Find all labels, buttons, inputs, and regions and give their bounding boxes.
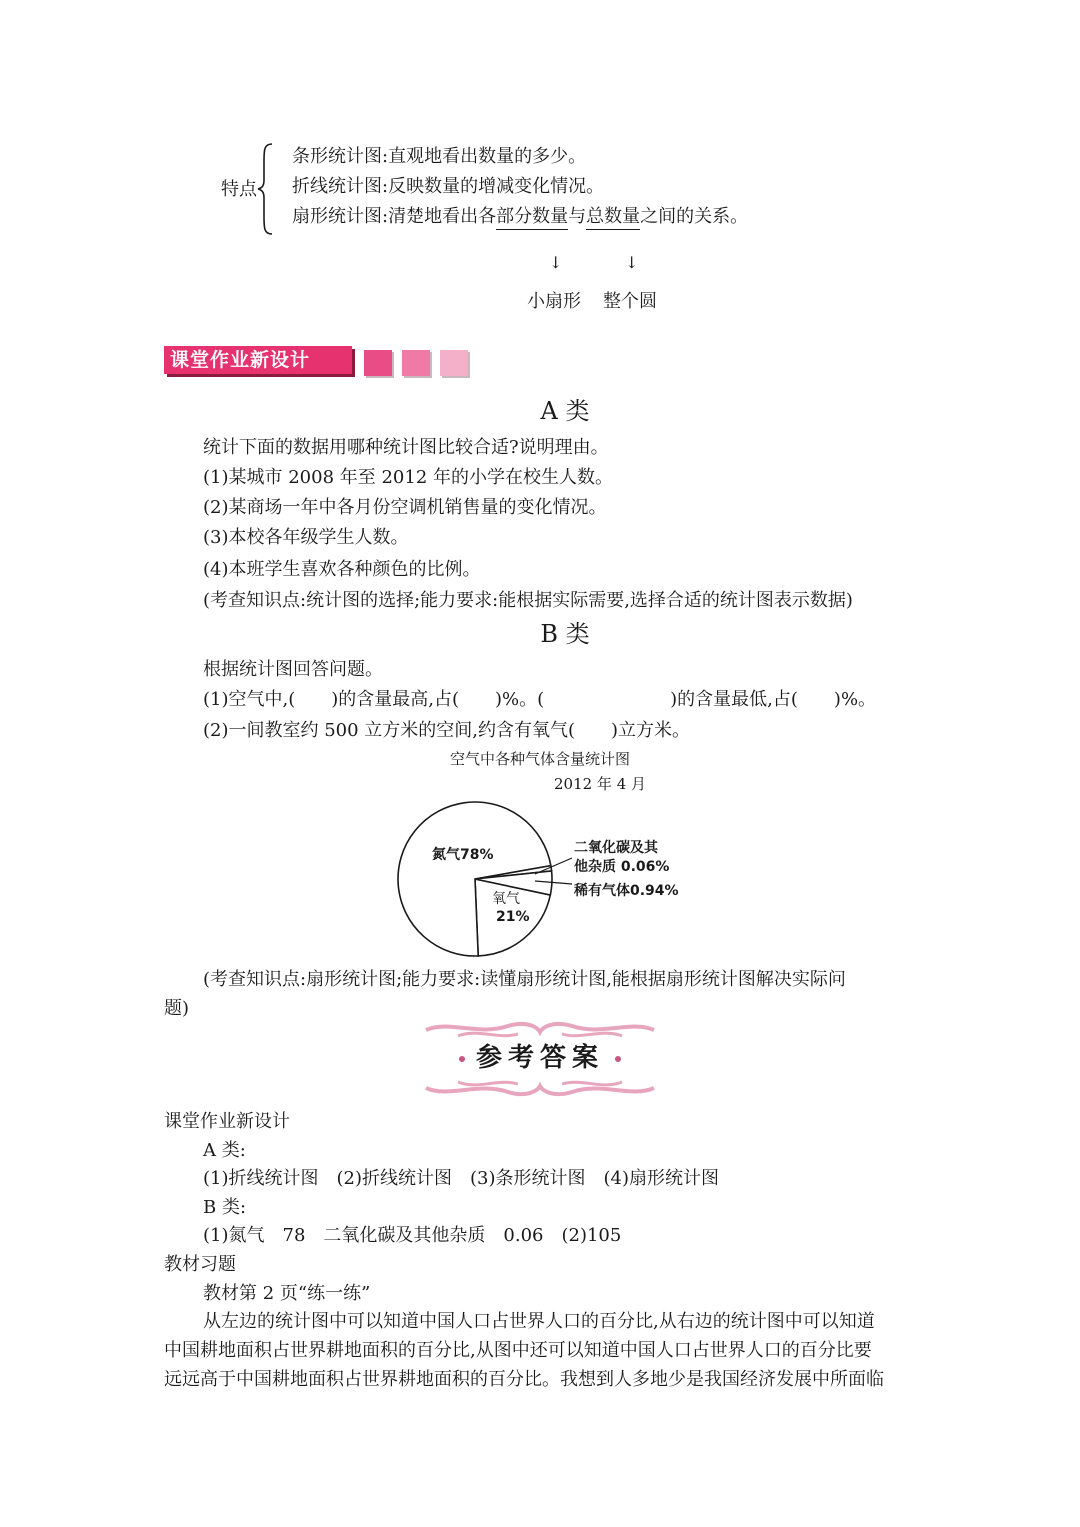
arrow-note-small-sector: 小扇形 xyxy=(527,291,581,312)
feature-pie-mid: 与 xyxy=(568,206,587,227)
arrow-note-whole-circle: 整个圆 xyxy=(603,291,657,312)
answers-title: 课堂作业新设计 xyxy=(164,1111,290,1132)
class-b-heading: B 类 xyxy=(540,620,590,648)
class-a-intro: 统计下面的数据用哪种统计图比较合适?说明理由。 xyxy=(203,437,609,458)
feature-pie-pre: 扇形统计图:清楚地看出各 xyxy=(292,206,497,227)
answers-banner-title: 参考答案 xyxy=(475,1043,604,1073)
class-b-q2: (2)一间教室约 500 立方米的空间,约含有氧气( )立方米。 xyxy=(203,720,691,741)
class-a-q4: (4)本班学生喜欢各种颜色的比例。 xyxy=(203,559,481,580)
textbook-para-line3: 远远高于中国耕地面积占世界耕地面积的百分比。我想到人多地少是我国经济发展中所面临 xyxy=(164,1369,884,1390)
pie-chart xyxy=(380,800,710,960)
answers-a-line: (1)折线统计图 (2)折线统计图 (3)条形统计图 (4)扇形统计图 xyxy=(203,1168,719,1189)
feature-pie-post: 之间的关系。 xyxy=(640,206,749,227)
class-a-q2: (2)某商场一年中各月份空调机销售量的变化情况。 xyxy=(203,497,607,518)
class-b-q1: (1)空气中,( )的含量最高,占( )%。( )的含量最低,占( )%。 xyxy=(203,689,877,710)
oxygen-label-name: 氧气 xyxy=(492,891,520,907)
co2-label-line1: 二氧化碳及其 xyxy=(574,840,658,856)
down-arrow-icon: ↓ xyxy=(549,253,563,272)
answers-a-label: A 类: xyxy=(203,1140,246,1161)
down-arrow-icon: ↓ xyxy=(625,253,639,272)
class-a-q3: (3)本校各年级学生人数。 xyxy=(203,527,409,548)
features-label: 特点 xyxy=(221,179,257,200)
decor-square xyxy=(364,350,392,376)
textbook-para-line2: 中国耕地面积占世界耕地面积的百分比,从图中还可以知道中国人口占世界人口的百分比要 xyxy=(164,1340,872,1361)
co2-label-line2: 他杂质 0.06% xyxy=(574,859,670,875)
textbook-para-line1: 从左边的统计图中可以知道中国人口占世界人口的百分比,从右边的统计图中可以知道 xyxy=(203,1311,875,1332)
part-quantity: 部分数量 xyxy=(496,206,568,230)
class-b-note-line2: 题) xyxy=(164,998,190,1019)
chart-subtitle: 2012 年 4 月 xyxy=(554,775,647,793)
total-quantity: 总数量 xyxy=(586,206,640,230)
class-b-note-line1: (考查知识点:扇形统计图;能力要求:读懂扇形统计图,能根据扇形统计图解决实际问 xyxy=(203,969,846,990)
feature-bar: 条形统计图:直观地看出数量的多少。 xyxy=(292,146,587,167)
textbook-heading: 教材习题 xyxy=(164,1254,236,1275)
nitrogen-label: 氮气78% xyxy=(432,847,494,863)
answers-b-label: B 类: xyxy=(203,1197,247,1218)
feature-line: 折线统计图:反映数量的增减变化情况。 xyxy=(292,176,605,197)
chart-title: 空气中各种气体含量统计图 xyxy=(449,750,630,768)
class-a-heading: A 类 xyxy=(540,397,590,425)
brace-icon xyxy=(256,142,276,236)
class-a-q1: (1)某城市 2008 年至 2012 年的小学在校生人数。 xyxy=(203,467,613,488)
textbook-page-ref: 教材第 2 页“练一练” xyxy=(203,1283,371,1304)
feature-pie xyxy=(292,205,748,229)
decor-square xyxy=(440,350,468,376)
answers-b-line: (1)氮气 78 二氧化碳及其他杂质 0.06 (2)105 xyxy=(203,1225,622,1246)
class-b-intro: 根据统计图回答问题。 xyxy=(203,659,383,680)
rare-gas-label: 稀有气体0.94% xyxy=(574,883,679,899)
section-title: 课堂作业新设计 xyxy=(164,346,352,374)
oxygen-label-value: 21% xyxy=(496,909,530,925)
class-a-note: (考查知识点:统计图的选择;能力要求:能根据实际需要,选择合适的统计图表示数据) xyxy=(203,590,853,611)
decor-square xyxy=(402,350,430,376)
